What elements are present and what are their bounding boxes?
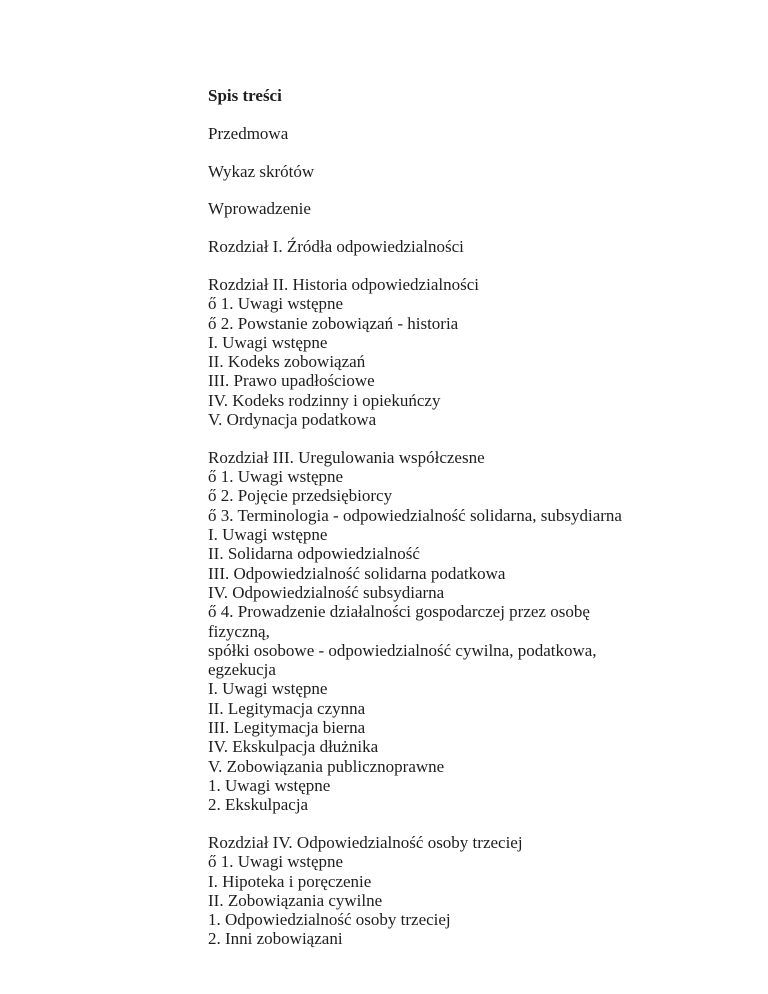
toc-line: ő 3. Terminologia - odpowiedzialność solidarna, subsydiarna — [208, 505, 622, 525]
toc-line: II. Zobowiązania cywilne — [208, 890, 383, 910]
toc-line: III. Odpowiedzialność solidarna podatkowa — [208, 563, 506, 583]
toc-line: 1. Odpowiedzialność osoby trzeciej — [208, 910, 451, 930]
toc-line: II. Solidarna odpowiedzialność — [208, 544, 420, 564]
toc-line: ő 2. Powstanie zobowiązań - historia — [208, 313, 459, 333]
toc-line: 1. Uwagi wstępne — [208, 775, 331, 795]
toc-line: Rozdział III. Uregulowania współczesne — [208, 447, 485, 467]
toc-paragraph — [208, 237, 708, 256]
toc-line: 2. Ekskulpacja — [208, 795, 309, 815]
toc-line: 2. Inni zobowiązani — [208, 929, 343, 949]
toc-line: Przedmowa — [208, 123, 289, 143]
toc-line: Wykaz skrótów — [208, 161, 315, 181]
toc-line: ő 4. Prowadzenie działalności gospodarczej przez osobę — [208, 602, 590, 622]
toc-line: I. Uwagi wstępne — [208, 525, 328, 545]
toc-line: ő 2. Pojęcie przedsiębiorcy — [208, 486, 393, 506]
toc-paragraph — [208, 162, 708, 181]
toc-line: III. Prawo upadłościowe — [208, 371, 375, 391]
toc-line: III. Legitymacja bierna — [208, 718, 366, 738]
toc-line: Rozdział I. Źródła odpowiedzialności — [208, 237, 464, 257]
toc-line: II. Kodeks zobowiązań — [208, 352, 366, 372]
toc-paragraph — [208, 275, 708, 429]
toc-title: Spis treści — [208, 86, 282, 105]
toc-line: egzekucja — [208, 660, 276, 680]
toc-line: I. Hipoteka i poręczenie — [208, 871, 372, 891]
toc-line: I. Uwagi wstępne — [208, 332, 328, 352]
toc-line: spółki osobowe - odpowiedzialność cywilna, podatkowa, — [208, 640, 597, 660]
toc-line: Rozdział IV. Odpowiedzialność osoby trzeciej — [208, 833, 523, 852]
toc-line: V. Ordynacja podatkowa — [208, 410, 377, 430]
toc-line: ő 1. Uwagi wstępne — [208, 852, 344, 872]
toc-paragraph — [208, 833, 708, 949]
toc-paragraph — [208, 199, 708, 218]
toc-line: IV. Ekskulpacja dłużnika — [208, 737, 379, 757]
toc-line: Wprowadzenie — [208, 199, 311, 219]
toc-paragraph — [208, 448, 708, 815]
toc-line: Rozdział II. Historia odpowiedzialności — [208, 274, 479, 294]
toc-line: IV. Kodeks rodzinny i opiekuńczy — [208, 390, 441, 410]
toc-line: fizyczną, — [208, 621, 270, 641]
toc-body — [208, 124, 708, 949]
toc-line: ő 1. Uwagi wstępne — [208, 467, 344, 487]
toc-line: V. Zobowiązania publicznoprawne — [208, 756, 445, 776]
toc-line: II. Legitymacja czynna — [208, 698, 366, 718]
toc-line: ő 1. Uwagi wstępne — [208, 294, 344, 314]
toc-line: I. Uwagi wstępne — [208, 679, 328, 699]
toc-paragraph — [208, 124, 708, 143]
toc-line: IV. Odpowiedzialność subsydiarna — [208, 582, 445, 602]
table-of-contents — [208, 86, 708, 949]
